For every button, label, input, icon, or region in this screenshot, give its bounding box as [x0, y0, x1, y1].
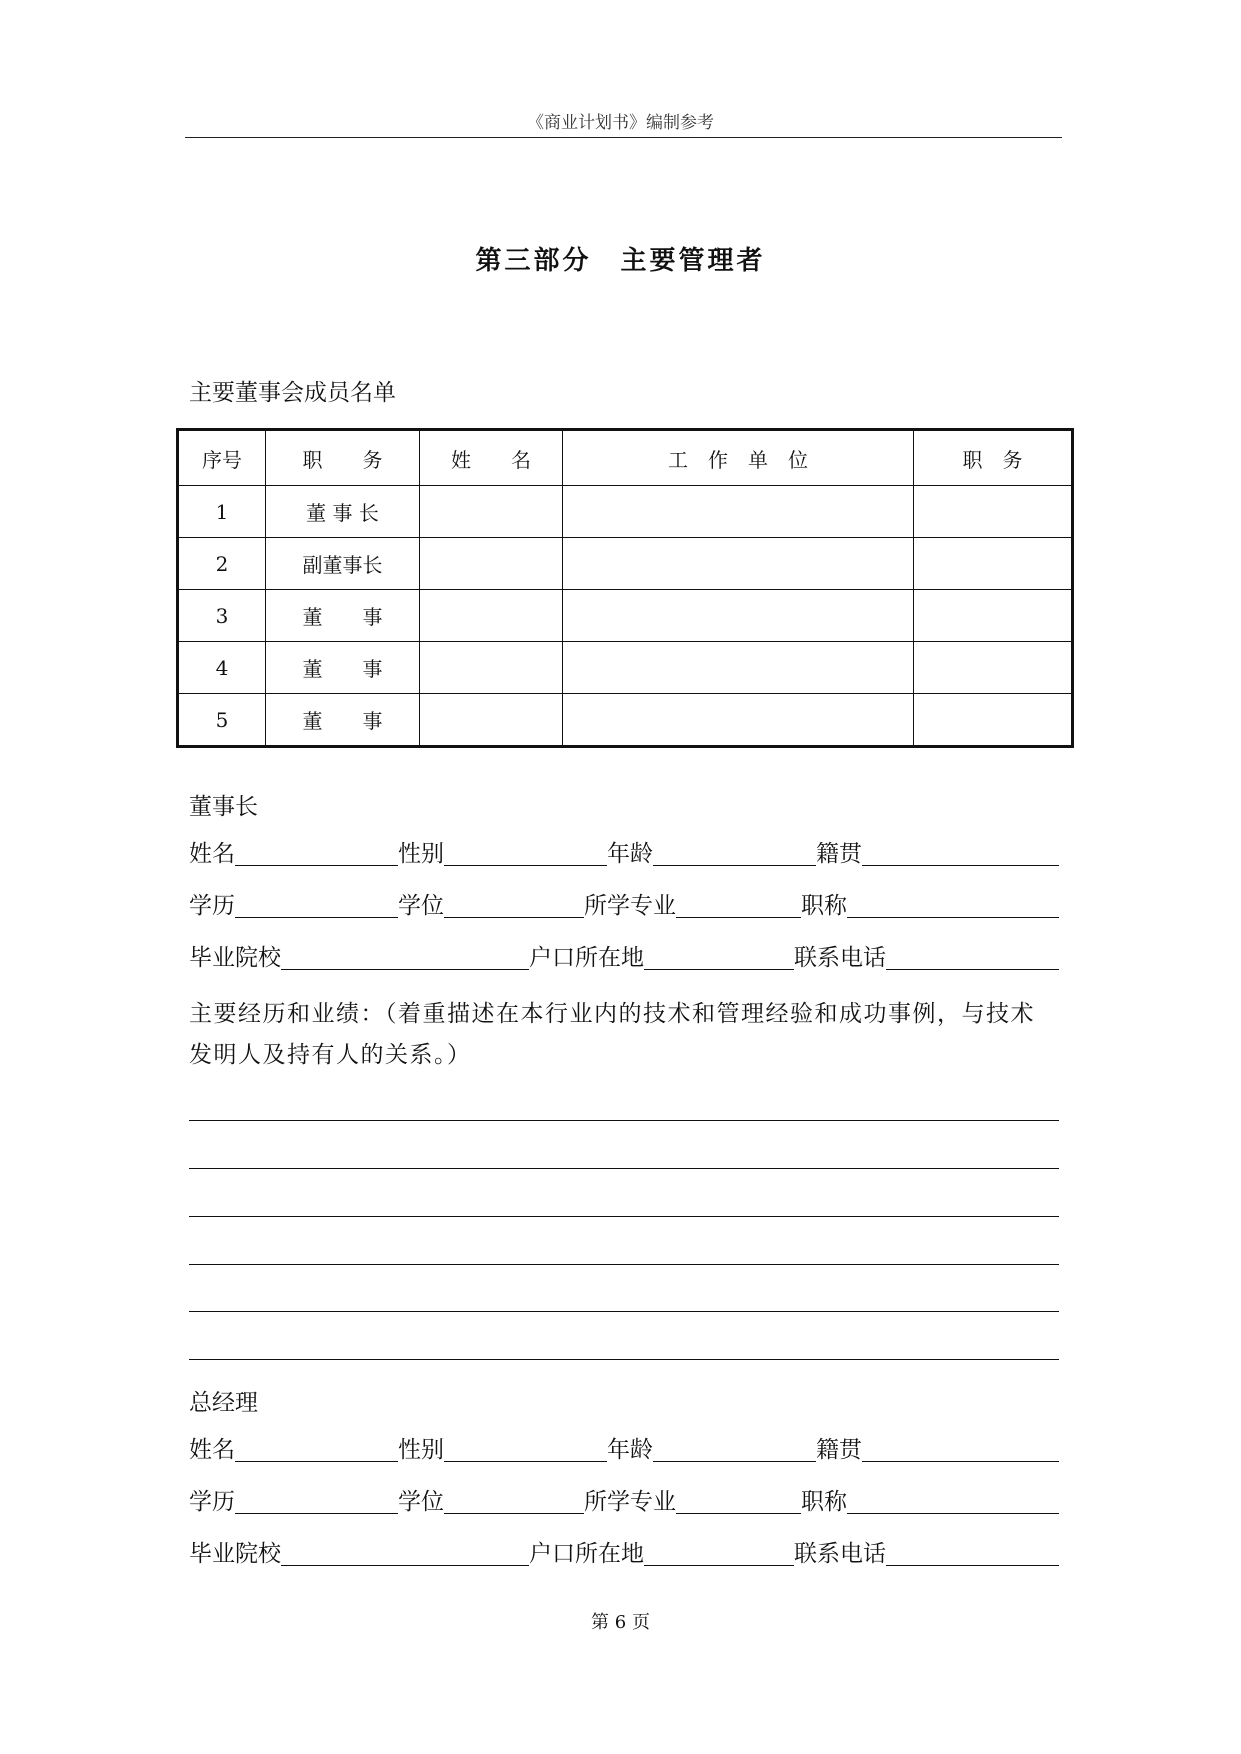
label-degree: 学位 — [398, 893, 444, 919]
gm-row-school — [189, 1538, 1059, 1568]
degree-field[interactable] — [444, 1493, 584, 1514]
name-cell[interactable] — [420, 590, 563, 642]
title-cell[interactable] — [914, 642, 1073, 694]
table-row — [178, 642, 1073, 694]
experience-blank-line[interactable] — [189, 1216, 1059, 1217]
title-cell[interactable] — [914, 694, 1073, 747]
table-header-row — [178, 430, 1073, 486]
row-position: 董 事 — [266, 694, 420, 747]
chairman-row-education — [189, 890, 1059, 920]
page-header: 《商业计划书》编制参考 — [527, 113, 714, 133]
label-origin: 籍贯 — [816, 1437, 862, 1463]
name-field[interactable] — [235, 1441, 398, 1462]
chairman-heading: 董事长 — [189, 794, 258, 820]
employer-cell[interactable] — [563, 486, 914, 538]
label-title: 职称 — [801, 893, 847, 919]
gm-heading: 总经理 — [189, 1390, 258, 1416]
row-no: 4 — [178, 642, 266, 694]
row-no: 3 — [178, 590, 266, 642]
label-phone: 联系电话 — [794, 1541, 886, 1567]
employer-cell[interactable] — [563, 538, 914, 590]
label-school: 毕业院校 — [189, 1541, 281, 1567]
origin-field[interactable] — [862, 1441, 1059, 1462]
board-caption: 主要董事会成员名单 — [189, 380, 396, 406]
name-cell[interactable] — [420, 486, 563, 538]
row-position: 董 事 — [266, 590, 420, 642]
table-row — [178, 486, 1073, 538]
name-cell[interactable] — [420, 538, 563, 590]
board-members-table — [176, 428, 1074, 748]
row-no: 1 — [178, 486, 266, 538]
title-cell[interactable] — [914, 486, 1073, 538]
label-name: 姓名 — [189, 1437, 235, 1463]
degree-field[interactable] — [444, 897, 584, 918]
row-position: 董 事 — [266, 642, 420, 694]
table-row — [178, 590, 1073, 642]
label-age: 年龄 — [607, 841, 653, 867]
experience-blank-line[interactable] — [189, 1120, 1059, 1121]
label-school: 毕业院校 — [189, 945, 281, 971]
employer-cell[interactable] — [563, 694, 914, 747]
title-field[interactable] — [847, 897, 1059, 918]
title-cell[interactable] — [914, 590, 1073, 642]
chairman-row-basic — [189, 838, 1059, 868]
origin-field[interactable] — [862, 845, 1059, 866]
gender-field[interactable] — [444, 845, 607, 866]
row-position: 董 事 长 — [266, 486, 420, 538]
name-field[interactable] — [235, 845, 398, 866]
experience-blank-line[interactable] — [189, 1264, 1059, 1265]
gender-field[interactable] — [444, 1441, 607, 1462]
header-name: 姓 名 — [420, 430, 563, 486]
experience-blank-line[interactable] — [189, 1359, 1059, 1360]
label-gender: 性别 — [398, 1437, 444, 1463]
phone-field[interactable] — [886, 949, 1059, 970]
row-position: 副董事长 — [266, 538, 420, 590]
header-no: 序号 — [178, 430, 266, 486]
table-row — [178, 538, 1073, 590]
header-rule — [185, 137, 1062, 138]
label-education: 学历 — [189, 893, 235, 919]
label-title: 职称 — [801, 1489, 847, 1515]
name-cell[interactable] — [420, 694, 563, 747]
name-cell[interactable] — [420, 642, 563, 694]
major-field[interactable] — [676, 897, 801, 918]
employer-cell[interactable] — [563, 590, 914, 642]
label-gender: 性别 — [398, 841, 444, 867]
school-field[interactable] — [281, 949, 529, 970]
label-phone: 联系电话 — [794, 945, 886, 971]
header-position: 职 务 — [266, 430, 420, 486]
header-title: 职 务 — [914, 430, 1073, 486]
label-major: 所学专业 — [584, 893, 676, 919]
major-field[interactable] — [676, 1493, 801, 1514]
row-no: 2 — [178, 538, 266, 590]
school-field[interactable] — [281, 1545, 529, 1566]
section-title: 第三部分 主要管理者 — [475, 246, 766, 276]
age-field[interactable] — [653, 1441, 816, 1462]
header-employer: 工 作 单 位 — [563, 430, 914, 486]
page-number: 第 6 页 — [591, 1612, 650, 1633]
education-field[interactable] — [235, 1493, 398, 1514]
title-field[interactable] — [847, 1493, 1059, 1514]
label-hukou: 户口所在地 — [529, 1541, 644, 1567]
label-education: 学历 — [189, 1489, 235, 1515]
employer-cell[interactable] — [563, 642, 914, 694]
label-age: 年龄 — [607, 1437, 653, 1463]
row-no: 5 — [178, 694, 266, 747]
hukou-field[interactable] — [644, 1545, 794, 1566]
label-degree: 学位 — [398, 1489, 444, 1515]
label-hukou: 户口所在地 — [529, 945, 644, 971]
label-name: 姓名 — [189, 841, 235, 867]
experience-blank-line[interactable] — [189, 1168, 1059, 1169]
label-major: 所学专业 — [584, 1489, 676, 1515]
chairman-row-school — [189, 942, 1059, 972]
label-origin: 籍贯 — [816, 841, 862, 867]
age-field[interactable] — [653, 845, 816, 866]
experience-blank-line[interactable] — [189, 1311, 1059, 1312]
experience-instructions: 主要经历和业绩：（着重描述在本行业内的技术和管理经验和成功事例，与技术发明人及持有人的关系。） — [189, 1001, 1035, 1068]
gm-row-basic — [189, 1434, 1059, 1464]
title-cell[interactable] — [914, 538, 1073, 590]
gm-row-education — [189, 1486, 1059, 1516]
table-row — [178, 694, 1073, 747]
education-field[interactable] — [235, 897, 398, 918]
phone-field[interactable] — [886, 1545, 1059, 1566]
hukou-field[interactable] — [644, 949, 794, 970]
